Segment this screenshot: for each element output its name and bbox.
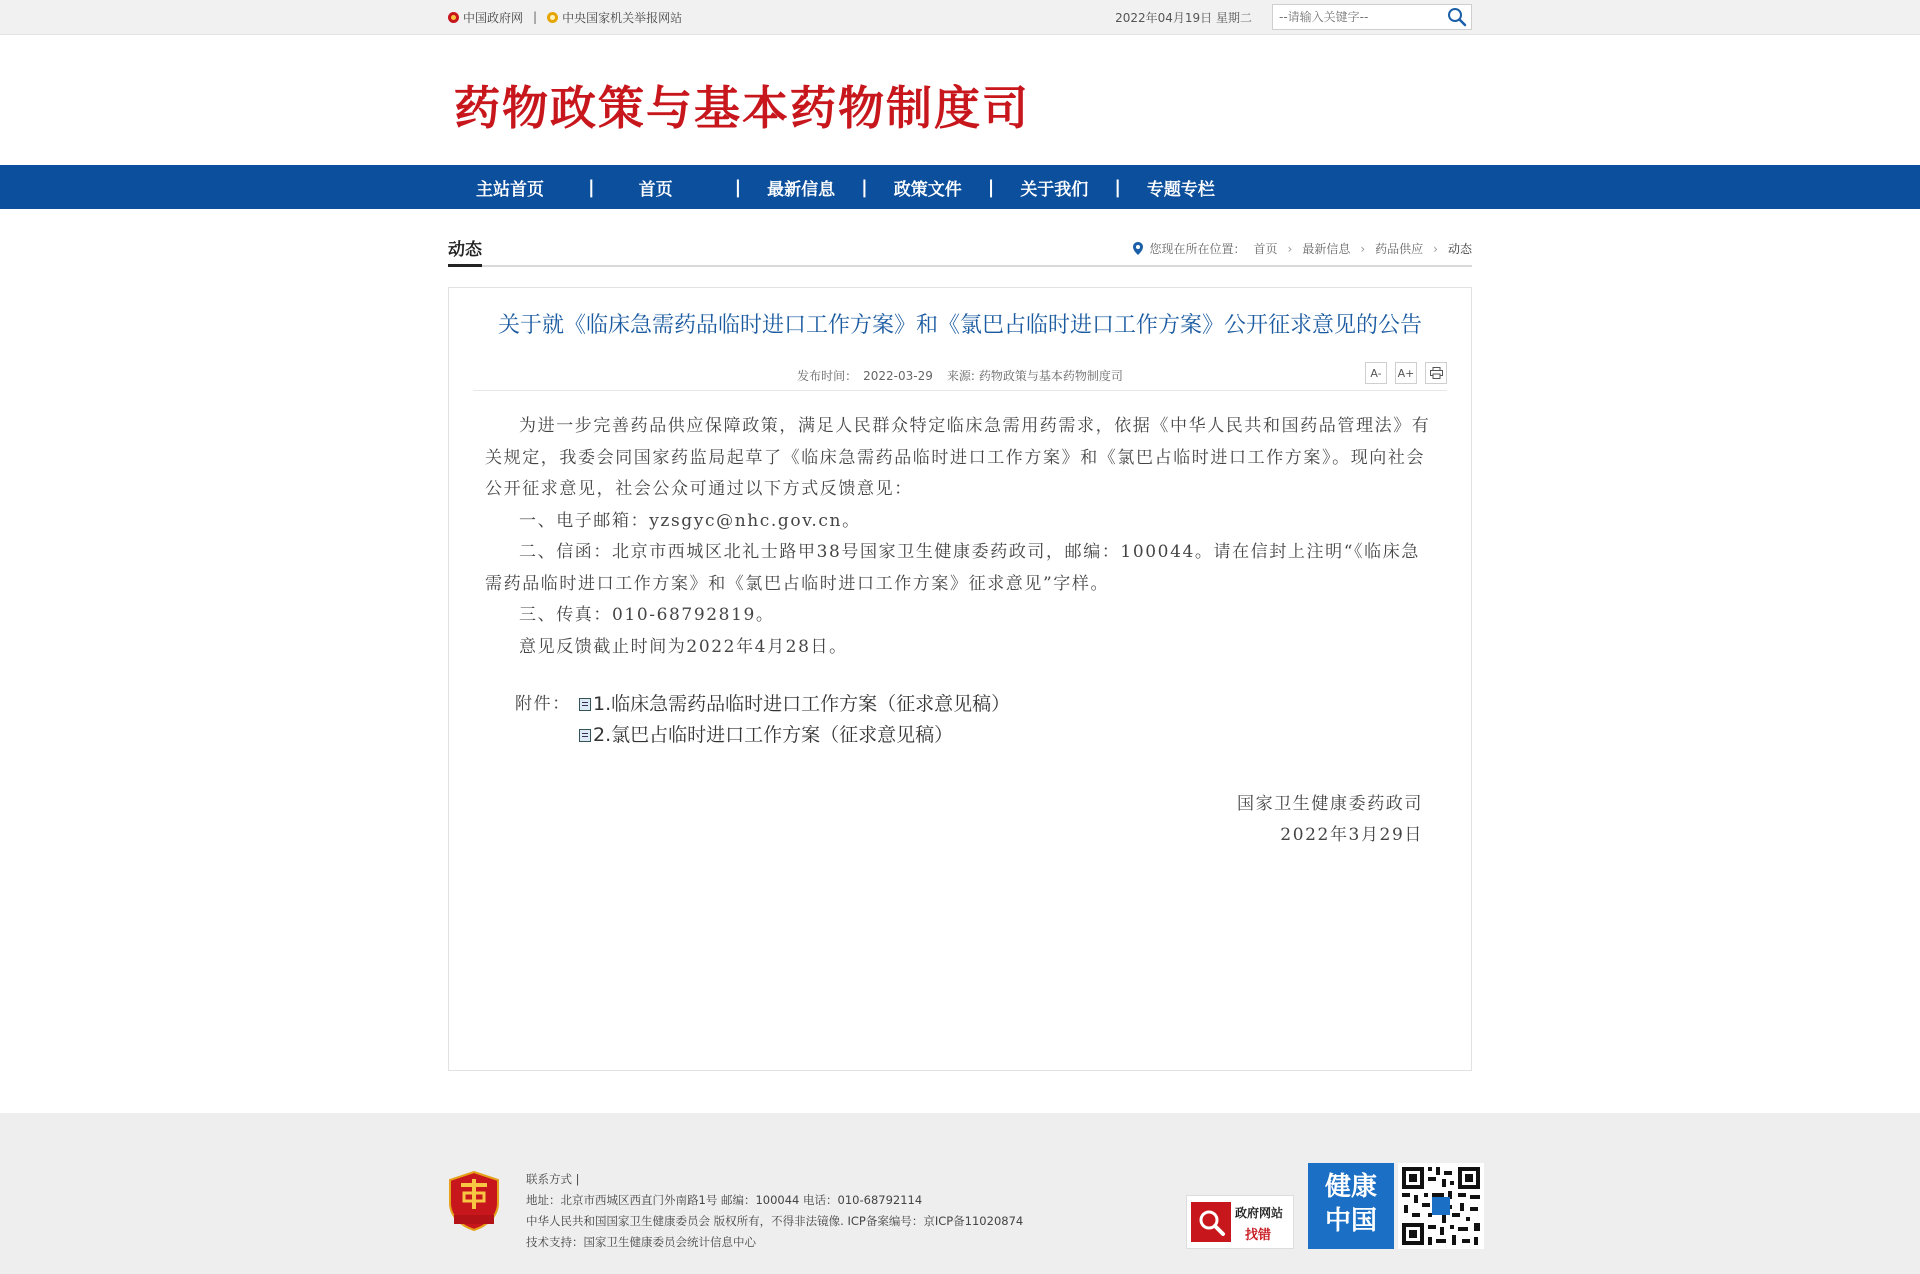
national-emblem-icon (448, 12, 459, 23)
search-icon (1447, 7, 1467, 27)
attachment-link-1-label: 1.临床急需药品临时进口工作方案（征求意见稿） (593, 693, 1011, 715)
breadcrumb (1133, 240, 1472, 265)
gov-site-error-badge[interactable] (1186, 1195, 1294, 1249)
footer-contact-link[interactable]: 联系方式 | (526, 1172, 580, 1186)
article-paragraph: 意见反馈截止时间为2022年4月28日。 (519, 636, 848, 657)
nav-separator: | (734, 176, 742, 198)
attachment-link-2[interactable] (579, 720, 953, 751)
breadcrumb-prefix: 您现在所在位置： (1149, 242, 1246, 256)
signature-org: 国家卫生健康委药政司 (1237, 794, 1423, 814)
article-signature (473, 789, 1447, 851)
attachment-link-1[interactable] (579, 689, 1010, 720)
article-tools (1357, 362, 1447, 384)
attachment-link-2-label: 2.氯巴占临时进口工作方案（征求意见稿） (593, 724, 954, 746)
breadcrumb-supply[interactable]: 药品供应 (1375, 242, 1424, 256)
nav-separator: | (861, 176, 868, 198)
main-nav (0, 165, 1920, 209)
party-emblem-icon (448, 1171, 500, 1231)
nav-separator: | (588, 176, 595, 198)
link-report-site[interactable] (547, 9, 682, 26)
search-input[interactable] (1273, 10, 1443, 24)
chevron-right-icon: › (1433, 241, 1438, 256)
article-meta (473, 360, 1447, 391)
section-label: 动态 (448, 235, 482, 267)
publish-date-value: 2022-03-29 (863, 368, 933, 383)
health-badge-line1: 健康 (1324, 1172, 1377, 1202)
report-emblem-icon (547, 12, 558, 23)
attachments (473, 689, 1447, 751)
current-date: 2022年04月19日 星期二 (1115, 10, 1252, 25)
document-icon (579, 698, 591, 711)
nav-item-latest[interactable]: 最新信息 (767, 179, 836, 200)
footer-info (526, 1169, 1023, 1253)
breadcrumb-current[interactable]: 动态 (1447, 242, 1472, 256)
document-icon (579, 729, 591, 742)
link-gov-portal[interactable] (448, 9, 523, 26)
location-pin-icon (1133, 242, 1143, 255)
site-footer (0, 1113, 1920, 1274)
nav-item-special[interactable]: 专题专栏 (1146, 179, 1215, 200)
healthy-china-badge[interactable] (1308, 1163, 1394, 1249)
top-utility-bar (0, 0, 1920, 35)
article-body (473, 411, 1447, 663)
breadcrumb-latest[interactable]: 最新信息 (1302, 242, 1351, 256)
nav-item-about[interactable]: 关于我们 (1020, 179, 1089, 200)
font-decrease-button[interactable]: A- (1365, 362, 1387, 384)
article-container (448, 287, 1472, 1071)
print-button[interactable] (1425, 362, 1447, 384)
article-source (947, 367, 1123, 384)
signature-date: 2022年3月29日 (1280, 825, 1423, 845)
source-label: 来源: (946, 368, 975, 383)
topbar-separator: | (533, 10, 538, 24)
footer-support: 技术支持：国家卫生健康委员会统计信息中心 (526, 1235, 756, 1249)
attachment-row (515, 689, 1447, 720)
article-paragraph: 三、传真：010-68792819。 (519, 605, 775, 625)
qr-code (1398, 1163, 1484, 1249)
article-paragraph: 一、电子邮箱：yzsgyc@nhc.gov.cn。 (519, 510, 861, 531)
footer-copyright: 中华人民共和国国家卫生健康委员会 版权所有，不得非法镜像. ICP备案编号：京ICP备11020874 (526, 1214, 1024, 1228)
link-report-site-label: 中央国家机关举报网站 (562, 10, 683, 25)
printer-icon (1430, 367, 1443, 379)
attachment-row (515, 720, 1447, 751)
main-container (448, 229, 1472, 1071)
article-paragraph: 为进一步完善药品供应保障政策，满足人民群众特定临床急需用药需求，依据《中华人民共和国药品管理法》有关规定，我委会同国家药监局起草了《临床急需药品临时进口工作方案》和《氯巴占临时进口工作方案》。现向社会公开征求意见，社会公众可通过以下方式反馈意见： (485, 416, 1431, 499)
article-paragraph: 二、信函：北京市西城区北礼士路甲38号国家卫生健康委药政司，邮编：100044。请在信封上注明“《临床急需药品临时进口工作方案》和《氯巴占临时进口工作方案》征求意见”字样。 (485, 542, 1420, 594)
publish-label: 发布时间： (797, 368, 858, 383)
party-org-emblem[interactable] (448, 1171, 500, 1231)
nav-item-policies[interactable]: 政策文件 (893, 179, 962, 200)
gov-badge-line2: 找错 (1245, 1228, 1272, 1243)
search-box (1272, 4, 1472, 30)
nav-item-home[interactable]: 首页 (638, 179, 673, 200)
gov-badge-line1: 政府网站 (1235, 1206, 1284, 1220)
nav-separator: | (987, 176, 995, 198)
site-title[interactable]: 药物政策与基本药物制度司 (454, 81, 1030, 135)
search-button[interactable] (1443, 5, 1471, 29)
nav-item-main-site[interactable]: 主站首页 (476, 179, 544, 200)
footer-address: 地址：北京市西城区西直门外南路1号 邮编：100044 电话：010-68792114 (526, 1193, 923, 1207)
breadcrumb-home[interactable]: 首页 (1253, 242, 1278, 256)
chevron-right-icon: › (1360, 241, 1366, 256)
magnifier-icon (1191, 1202, 1231, 1242)
article-title: 关于就《临床急需药品临时进口工作方案》和《氯巴占临时进口工作方案》公开征求意见的公告 (497, 313, 1422, 338)
source-value: 药物政策与基本药物制度司 (978, 368, 1123, 383)
link-gov-portal-label: 中国政府网 (463, 10, 524, 25)
qr-code-icon (1398, 1163, 1484, 1249)
site-header (0, 35, 1920, 165)
breadcrumb-bar (448, 229, 1472, 267)
health-badge-line2: 中国 (1324, 1206, 1377, 1236)
chevron-right-icon: › (1287, 241, 1293, 256)
publish-date (797, 367, 933, 384)
nav-separator: | (1114, 176, 1121, 198)
font-increase-button[interactable]: A+ (1395, 362, 1417, 384)
attachment-label: 附件： (515, 694, 571, 714)
